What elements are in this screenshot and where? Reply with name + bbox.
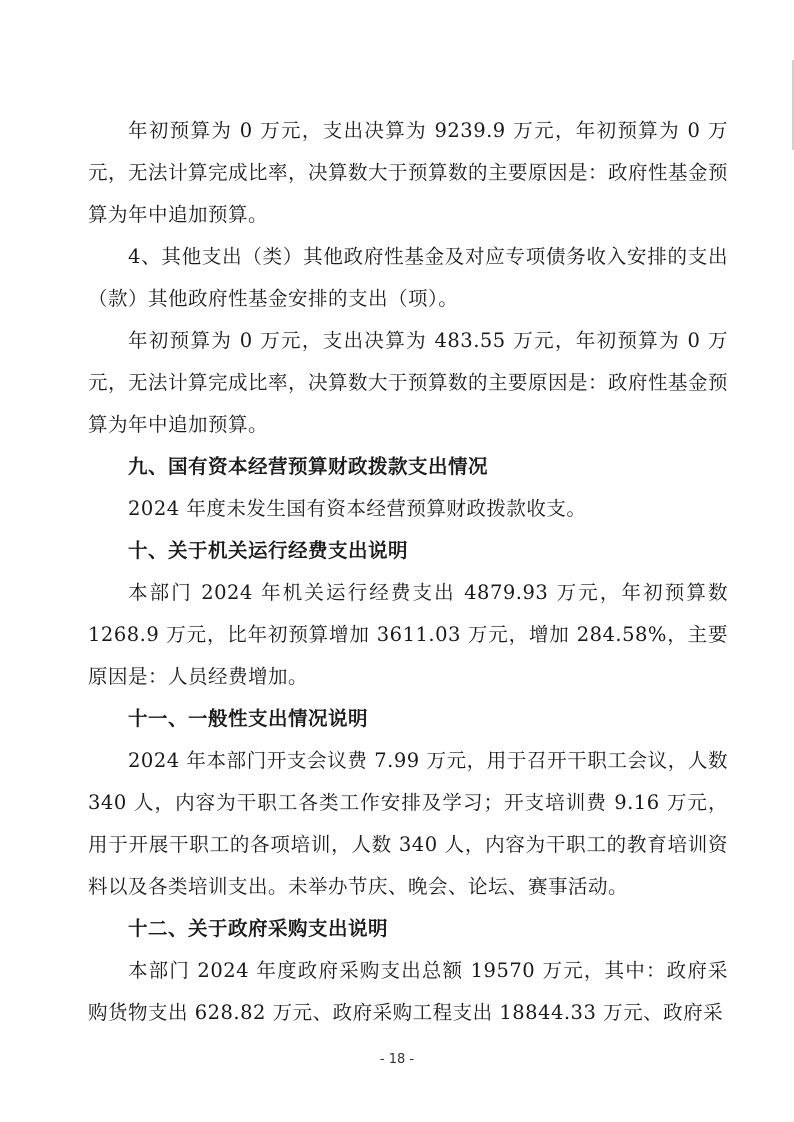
- section-heading-general-expenditure: 十一、一般性支出情况说明: [128, 707, 369, 730]
- paragraph-operating-costs: 本部门 2024 年机关运行经费支出 4879.93 万元，年初预算数 1268.9 万元，比年初预算增加 3611.03 万元，增加 284.58%，主要原因是：人员经费增加。: [88, 581, 728, 688]
- paragraph-state-capital: 2024 年度未发生国有资本经营预算财政拨款收支。: [128, 497, 587, 520]
- section-heading-procurement: 十二、关于政府采购支出说明: [128, 917, 389, 940]
- paragraph-fund-budget-note-2: 年初预算为 0 万元，支出决算为 483.55 万元，年初预算为 0 万元，无法计算完成比率，决算数大于预算数的主要原因是：政府性基金预算为年中追加预算。: [88, 329, 729, 436]
- paragraph-fund-budget-note-1: 年初预算为 0 万元，支出决算为 9239.9 万元，年初预算为 0 万元，无法计算完成比率，决算数大于预算数的主要原因是：政府性基金预算为年中追加预算。: [88, 119, 729, 226]
- paragraph-procurement: 本部门 2024 年度政府采购支出总额 19570 万元，其中：政府采购货物支出 628.82 万元、政府采购工程支出 18844.33 万元、政府采: [88, 959, 728, 1024]
- paragraph-general-expenditure: 2024 年本部门开支会议费 7.99 万元，用于召开干职工会议，人数 340 人，内容为干职工各类工作安排及学习；开支培训费 9.16 万元，用于开展干职工的各项培训，人数 340 人，内容为干职工的教育培训资料以及各类培训支出。未举办节庆、晚会、论坛、赛事活动。: [88, 749, 728, 898]
- section-heading-operating-costs: 十、关于机关运行经费支出说明: [128, 539, 409, 562]
- section-heading-state-capital: 九、国有资本经营预算财政拨款支出情况: [128, 455, 489, 478]
- document-body: [88, 110, 728, 1034]
- page-number: - 18 -: [379, 1052, 415, 1067]
- paragraph-other-expenditure-item: 4、其他支出（类）其他政府性基金及对应专项债务收入安排的支出（款）其他政府性基金安排的支出（项）。: [88, 245, 728, 310]
